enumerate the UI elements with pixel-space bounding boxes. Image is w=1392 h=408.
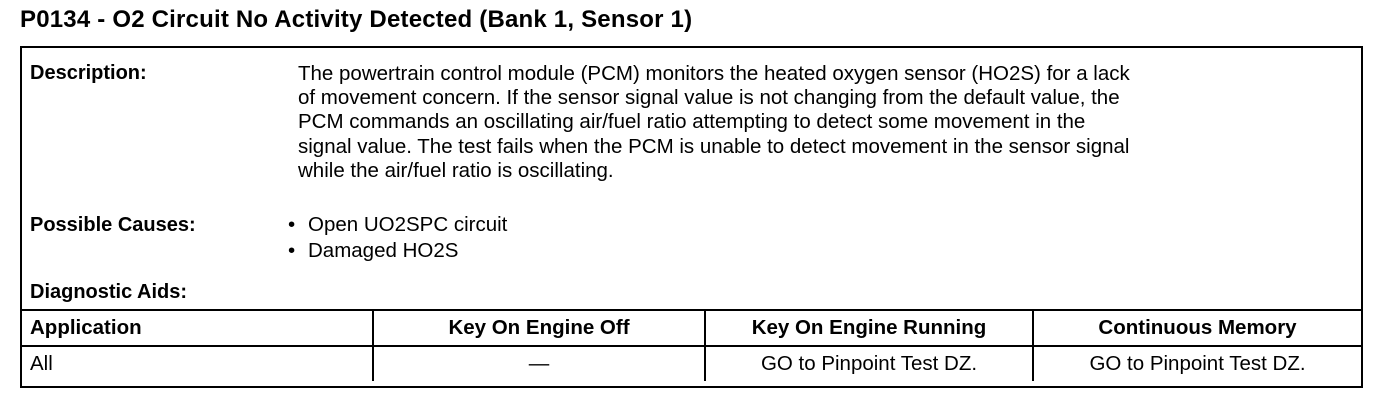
- description-line: The powertrain control module (PCM) monitors the heated oxygen sensor (HO2S) for a lack: [298, 62, 1130, 85]
- pinpoint-test-table: [22, 309, 1361, 381]
- description-line: while the air/fuel ratio is oscillating.: [298, 158, 614, 182]
- table-header-row: [22, 310, 1361, 346]
- description-line: PCM commands an oscillating air/fuel ratio attempting to detect some movement in the: [298, 110, 1086, 134]
- possible-causes-list: [288, 212, 507, 264]
- cause-text: Open UO2SPC circuit: [308, 213, 508, 236]
- dtc-info-box: [20, 46, 1363, 388]
- column-header-application: Application: [22, 310, 373, 346]
- possible-causes-label: Possible Causes:: [30, 214, 196, 236]
- column-header-key-on-engine-running: Key On Engine Running: [705, 310, 1033, 346]
- column-header-continuous-memory: Continuous Memory: [1033, 310, 1361, 346]
- table-row: [22, 346, 1361, 381]
- description-line: signal value. The test fails when the PCM is unable to detect movement in the sensor signal: [298, 134, 1130, 158]
- description-text: [298, 62, 1358, 183]
- diagnostic-aids-label: Diagnostic Aids:: [30, 281, 188, 303]
- column-header-key-on-engine-off: Key On Engine Off: [373, 310, 705, 346]
- list-item: [288, 238, 507, 264]
- cell-key-on-engine-off: —: [373, 346, 705, 381]
- bullet-icon: •: [288, 239, 296, 262]
- cell-application: All: [22, 346, 373, 381]
- page-title: P0134 - O2 Circuit No Activity Detected (Bank 1, Sensor 1): [20, 6, 693, 33]
- description-label: Description:: [30, 62, 147, 84]
- cause-text: Damaged HO2S: [308, 239, 459, 262]
- cell-continuous-memory: GO to Pinpoint Test DZ.: [1033, 346, 1361, 381]
- description-line: of movement concern. If the sensor signal value is not changing from the default value, the: [298, 86, 1120, 110]
- cell-key-on-engine-running: GO to Pinpoint Test DZ.: [705, 346, 1033, 381]
- bullet-icon: •: [288, 213, 296, 236]
- list-item: [288, 212, 507, 238]
